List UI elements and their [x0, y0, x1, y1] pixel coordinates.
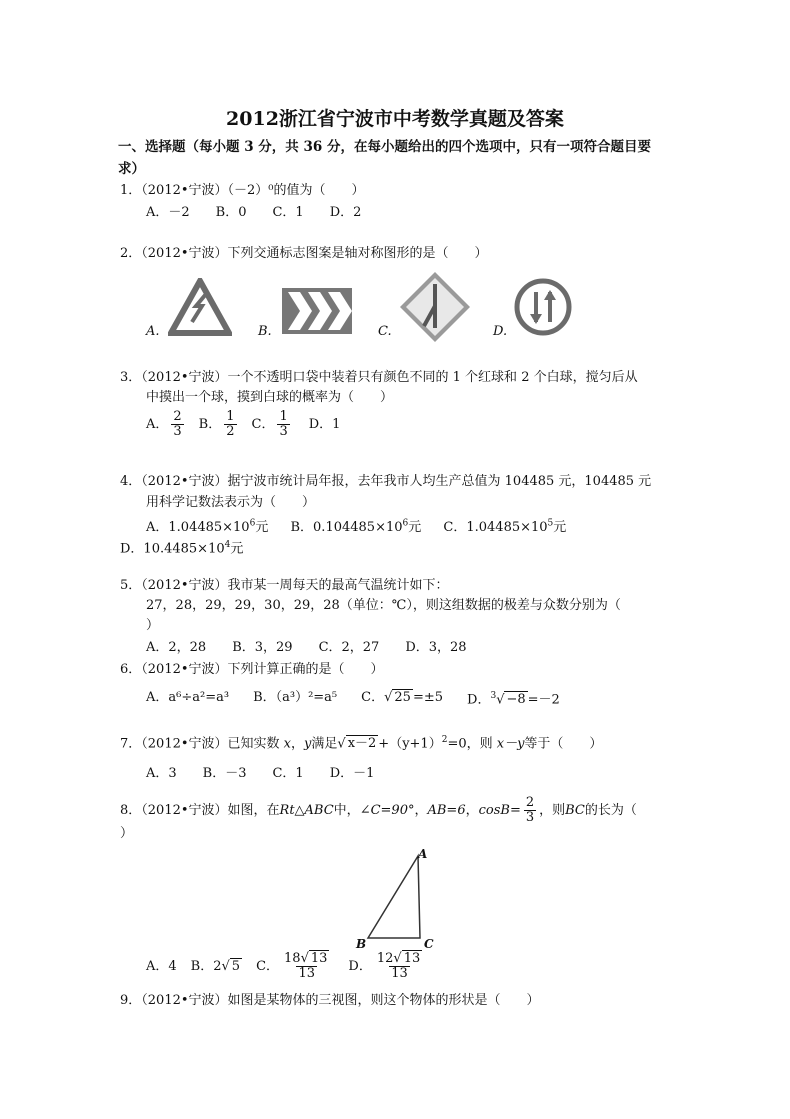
q7-stem: 7．（2012•宁波）已知实数 x，y满足√ $x-2 +(y+1)^2=0$，则 x－y等于（ ） [120, 735, 603, 752]
q2-label-c: C. [378, 324, 392, 339]
q6-options [146, 688, 560, 708]
q3-options [146, 410, 340, 439]
q9-stem: 9．（2012•宁波）如图是某物体的三视图，则这个物体的形状是（ ） [120, 993, 540, 1008]
q1-stem: 1．（2012•宁波）（－2）⁰的值为（ ） [120, 183, 365, 198]
q6-opt-a: A．a⁶÷a²=a³ [146, 690, 230, 706]
q2-label-a: A. [146, 324, 160, 339]
figure-label-a: A [418, 847, 428, 861]
q1-options: A．－2 B．0 C．1 D．2 [146, 205, 362, 220]
section-heading-line2: 求） [118, 161, 145, 177]
figure-label-c: C [424, 937, 434, 951]
merge-road-sign-icon [398, 270, 472, 348]
q6-opt-d: D．$^3$√ −8 =－2 [467, 691, 560, 708]
q2-label-d: D. [493, 324, 508, 339]
q3-opt-c-fraction: $\frac{1}{3}$ [279, 409, 288, 439]
q5-stem-line3: ） [146, 618, 160, 633]
page-title: 2012浙江省宁波市中考数学真题及答案 [226, 108, 564, 130]
q3-opt-c: C． [251, 416, 275, 432]
q5-stem-line2: 27，28，29，29，30，29，28（单位：℃），则这组数据的极差与众数分别为（ [146, 598, 621, 613]
q4-opt-b: B．$0.104485\times 10^6$元 [290, 519, 422, 536]
q6-opt-c: C．√ 25 =±5 [361, 690, 444, 706]
chevron-sign-icon [282, 288, 352, 338]
q3-stem-line2: 中摸出一个球，摸到白球的概率为（ ） [146, 390, 394, 405]
q2-label-b: B. [258, 324, 272, 339]
q6-opt-b: B．（a³）²=a⁵ [253, 690, 338, 706]
q2-stem: 2．（2012•宁波）下列交通标志图案是轴对称图形的是（ ） [120, 246, 488, 261]
q8-opt-c: C． $\frac{18√ 13}{13}$ [256, 951, 328, 981]
q4-options-abc [146, 516, 566, 536]
q8-opt-d: D． $\frac{12√ 13}{13}$ [348, 951, 421, 981]
q4-opt-a: A．$1.04485\times 10^6$元 [146, 519, 269, 536]
two-way-arrows-sign-icon [514, 278, 572, 340]
section-heading-line1: 一、选择题（每小题 3 分，共 36 分，在每小题给出的四个选项中，只有一项符合题目要 [118, 139, 651, 155]
q5-stem-line1: 5．（2012•宁波）我市某一周每天的最高气温统计如下： [120, 578, 449, 593]
q5-options: A．2，28 B．3，29 C．2，27 D．3，28 [146, 640, 467, 655]
q4-stem-line1: 4．（2012•宁波）据宁波市统计局年报，去年我市人均生产总值为 104485 元，104485 元 [120, 474, 652, 489]
q8-opt-b: B．2√ 5 [190, 958, 241, 974]
q7-options: A．3 B．－3 C．1 D．－1 [146, 766, 375, 781]
q3-opt-b-fraction: $\frac{1}{2}$ [226, 409, 235, 439]
q3-opt-a: A． [146, 416, 169, 432]
q3-stem-line1: 3．（2012•宁波）一个不透明口袋中装着只有颜色不同的 1 个红球和 2 个白球，搅匀后从 [120, 370, 638, 385]
figure-label-b: B [356, 937, 367, 951]
q8-stem: 8．（2012•宁波）如图，在 Rt△ABC 中， ∠C=90° ， AB=6 ， cosB= $\frac{2}{3}$ ，则 BC 的长为（ [120, 795, 637, 825]
q3-opt-b: B． [198, 416, 222, 432]
q4-stem-line2: 用科学记数法表示为（ ） [146, 495, 316, 510]
q8-options [146, 952, 427, 981]
q4-opt-d: D．$10.4485\times 10^4$元 [120, 540, 244, 557]
q8-opt-a: A．4 [146, 958, 177, 974]
q3-opt-d: D．1 [308, 416, 341, 432]
q8-stem-line2: ） [120, 826, 134, 841]
q4-opt-c: C．$1.04485\times 10^5$元 [443, 519, 567, 536]
q3-opt-a-fraction: $\frac{2}{3}$ [173, 409, 182, 439]
q6-stem: 6．（2012•宁波）下列计算正确的是（ ） [120, 662, 384, 677]
warning-sign-icon [168, 278, 232, 340]
